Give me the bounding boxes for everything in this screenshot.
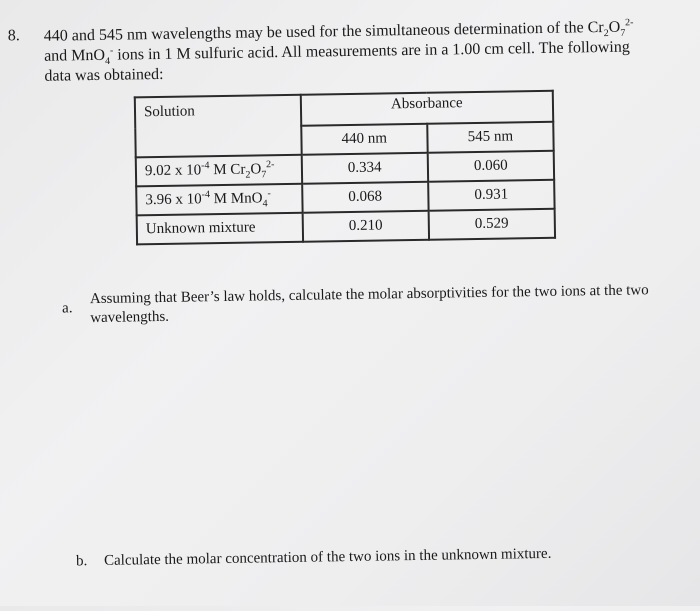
cell-unknown-545: 0.529	[428, 209, 555, 240]
table-row	[137, 209, 555, 245]
part-b-text: Calculate the molar concentration of the two ions in the unknown mixture.	[103, 545, 552, 569]
header-absorbance: Absorbance	[301, 91, 554, 126]
row-label-dichromate: 9.02 x $10^{-4}$ M $Cr_2O_7^{2-}$	[136, 155, 302, 187]
header-solution: Solution	[135, 95, 302, 158]
header-545nm: 545 nm	[427, 122, 554, 153]
cell-unknown-440: 0.210	[302, 211, 429, 242]
question-text	[44, 17, 655, 87]
part-a-letter: a.	[61, 300, 73, 317]
question-line-3: data was obtained:	[44, 65, 164, 85]
question-line-1: 440 and 545 nm wavelengths may be used for the simultaneous determination of the $Cr_2O_7^{2-}$	[43, 17, 634, 45]
row-label-permanganate: 3.96 x $10^{-4}$ M MnO$_4$-	[136, 184, 302, 216]
row-label-unknown: Unknown mixture	[137, 213, 303, 245]
absorbance-table	[134, 90, 556, 246]
cell-permanganate-440: 0.068	[302, 182, 429, 213]
header-440nm: 440 nm	[301, 124, 428, 155]
cell-dichromate-440: 0.334	[301, 153, 428, 184]
question-number: 8.	[7, 27, 20, 45]
part-b-letter: b.	[75, 553, 88, 570]
cell-permanganate-545: 0.931	[428, 180, 555, 211]
cell-dichromate-545: 0.060	[428, 151, 555, 182]
part-a-text: Assuming that Beer’s law holds, calculate the molar absorptivities for the two ions at the two wavelengths.	[89, 282, 649, 327]
question-line-2: and MnO$_4$- ions in 1 M sulfuric acid. All measurements are in a 1.00 cm cell. The following	[44, 38, 630, 68]
